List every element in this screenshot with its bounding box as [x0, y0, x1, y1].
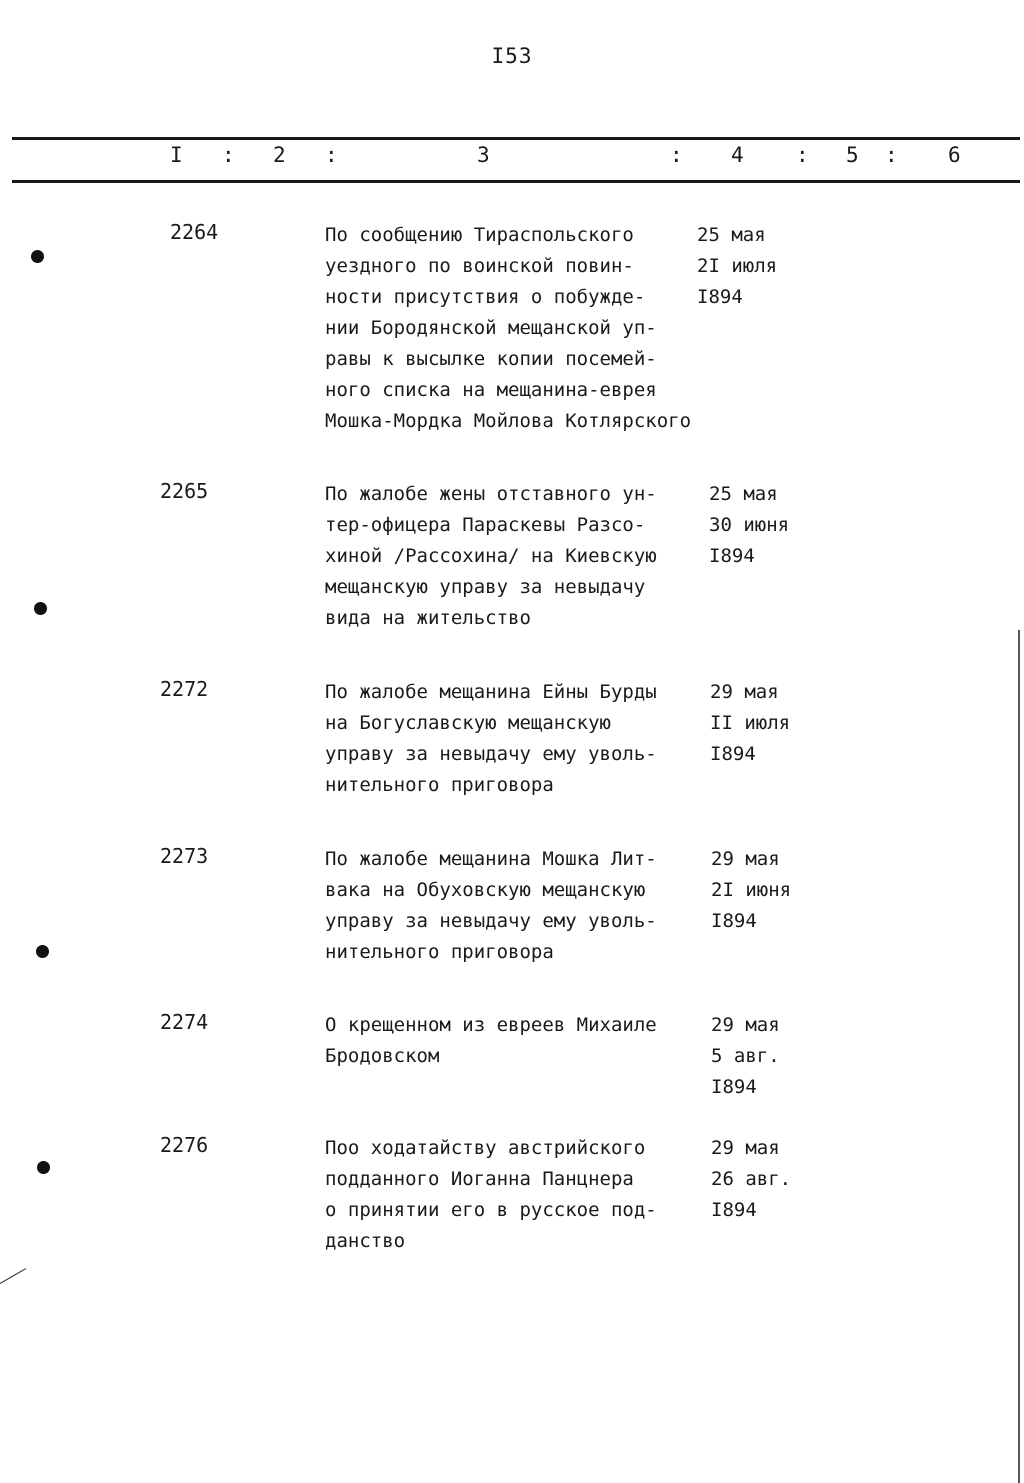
entry-text: По сообщению Тираспольского уездного по воинской повин- ности присутствия о побужде- нии Бородянской мещанской уп- равы к высылке копии посемей- ного списка на мещанина-еврея Мошка-Мордка Мойлова Котлярского: [325, 224, 692, 432]
entry-text: По жалобе жены отставного ун- тер-офицера Параскевы Разсо- хиной /Рассохина/ на Киевскую мещанскую управу за невыдачу вида на жительство: [325, 483, 657, 629]
column-separator: :: [885, 143, 898, 167]
column-header-1: I: [170, 143, 183, 167]
binding-hole-mark: [37, 1161, 50, 1174]
header-rule-top: [12, 137, 1020, 140]
entry-dates: 29 мая 26 авг. I894: [711, 1137, 792, 1221]
page-number: I53: [491, 44, 533, 68]
column-separator: :: [325, 143, 338, 167]
column-header-4: 4: [731, 143, 744, 167]
margin-pen-stroke: [0, 1268, 26, 1284]
binding-hole-mark: [34, 602, 47, 615]
entry-dates: 25 мая 30 июня I894: [709, 483, 790, 567]
entry-number: 2273: [160, 844, 209, 868]
entry-number: 2276: [160, 1133, 209, 1157]
entry-dates: 29 мая II июля I894: [710, 681, 791, 765]
entry-dates: 29 мая 5 авг. I894: [711, 1014, 780, 1098]
header-rule-bottom: [12, 180, 1020, 183]
column-separator: :: [222, 143, 235, 167]
entry-number: 2264: [170, 220, 219, 244]
entry-dates: 25 мая 2I июля I894: [697, 224, 778, 308]
column-header-5: 5: [846, 143, 859, 167]
column-separator: :: [670, 143, 683, 167]
binding-hole-mark: [31, 250, 44, 263]
column-header-2: 2: [273, 143, 286, 167]
entry-text: Поо ходатайству австрийского подданного Иоганна Панцнера о принятии его в русское под- данство: [325, 1137, 657, 1252]
column-separator: :: [796, 143, 809, 167]
column-header-3: 3: [477, 143, 490, 167]
entry-number: 2272: [160, 677, 209, 701]
entry-number: 2265: [160, 479, 209, 503]
binding-hole-mark: [36, 945, 49, 958]
entry-dates: 29 мая 2I июня I894: [711, 848, 792, 932]
scan-edge-line: [1018, 630, 1020, 1483]
entry-number: 2274: [160, 1010, 209, 1034]
column-header-6: 6: [948, 143, 961, 167]
entry-text: По жалобе мещанина Ейны Бурды на Богуславскую мещанскую управу за невыдачу ему уволь- нительного приговора: [325, 681, 657, 796]
entry-text: По жалобе мещанина Мошка Лит- вака на Обуховскую мещанскую управу за невыдачу ему уволь- нительного приговора: [325, 848, 657, 963]
table-header-row: [0, 143, 1024, 177]
entry-text: О крещенном из евреев Михаиле Бродовском: [325, 1014, 657, 1067]
